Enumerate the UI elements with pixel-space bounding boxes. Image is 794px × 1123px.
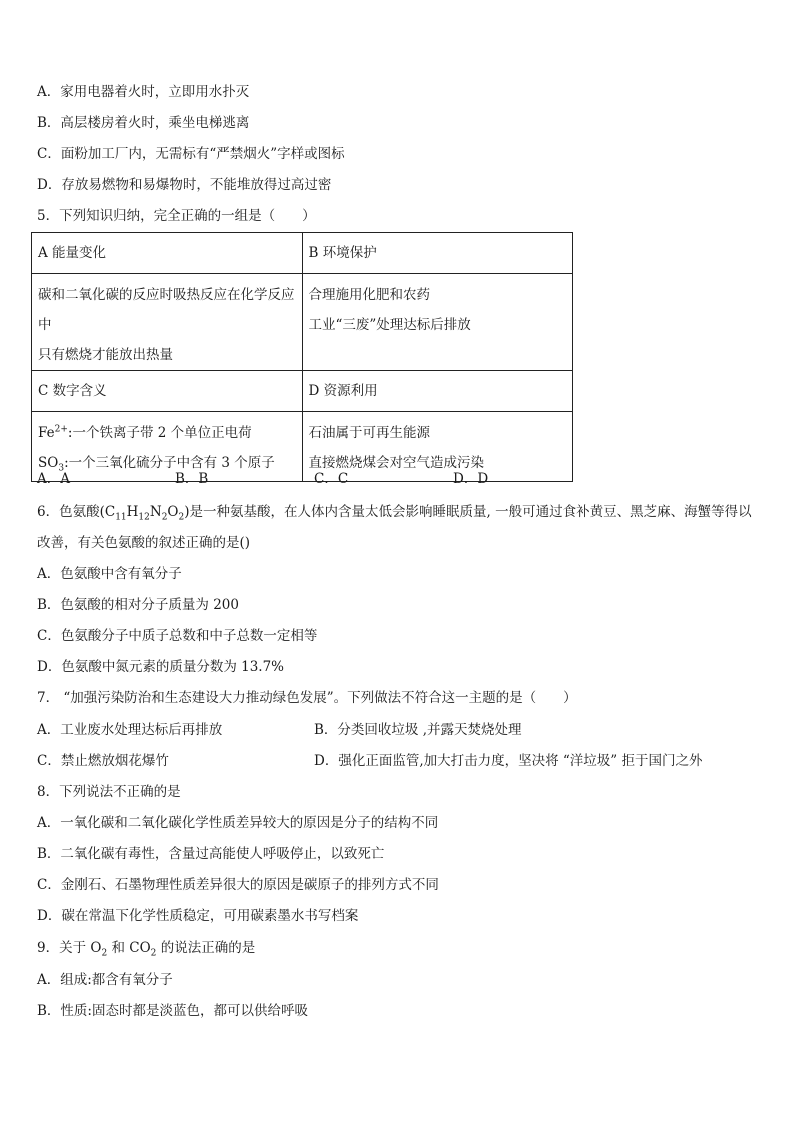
q8-option-d: D．碳在常温下化学性质稳定，可用碳素墨水书写档案	[37, 908, 359, 924]
q6-option-a: A．色氨酸中含有氧分子	[37, 566, 182, 582]
fe-charge: 2+	[54, 424, 68, 435]
q7-option-b: B．分类回收垃圾 ,并露天焚烧处理	[314, 722, 522, 738]
cell-b-body	[302, 274, 573, 371]
q6-sub2: 12	[138, 512, 150, 523]
q6-stem-a: 6．色氨酸(C	[37, 504, 116, 520]
cell-b-line1: 合理施用化肥和农药	[308, 287, 430, 303]
q4-option-b: B．高层楼房着火时，乘坐电梯逃离	[37, 115, 250, 131]
fe-meaning: :一个铁离子带 2 个单位正电荷	[67, 425, 252, 441]
cell-b-line2: 工业“三废”处理达标后排放	[308, 317, 471, 333]
q9-stem	[37, 939, 255, 957]
q7-option-d: D．强化正面监管,加大打击力度，坚决将 “洋垃圾” 拒于国门之外	[314, 753, 703, 769]
q5-option-c: C．C	[314, 471, 349, 487]
cell-a-body	[32, 274, 303, 371]
q8-stem: 8．下列说法不正确的是	[37, 784, 181, 800]
q6-mid2: N	[149, 504, 162, 520]
so3-subscript: 3	[58, 463, 65, 474]
q9-stem-b: 和 CO	[107, 940, 151, 956]
cell-d-line1: 石油属于可再生能源	[308, 425, 430, 441]
q6-option-c: C．色氨酸分子中质子总数和中子总数一定相等	[37, 628, 318, 644]
q4-option-a: A．家用电器着火时，立即用水扑灭	[37, 84, 250, 100]
cell-a-line2: 只有燃烧才能放出热量	[38, 347, 173, 363]
so3-symbol: SO	[38, 455, 59, 471]
cell-c-body	[32, 412, 303, 482]
q5-option-a: A．A	[37, 471, 70, 487]
q9-o2-sub: 2	[101, 948, 108, 959]
q8-option-c: C．金刚石、石墨物理性质差异很大的原因是碳原子的排列方式不同	[37, 877, 439, 893]
q6-stem-b: )是一种氨基酸，在人体内含量太低会影响睡眠质量, 一般可通过食补黄豆、黑芝麻、海蟹等得以	[184, 504, 752, 520]
cell-c-line2	[38, 448, 302, 478]
q6-option-d: D．色氨酸中氮元素的质量分数为 13.7%	[37, 659, 285, 675]
cell-c-line1	[38, 418, 302, 448]
q6-sub4: 2	[178, 512, 185, 523]
q6-mid3: O	[167, 504, 179, 520]
q6-option-b: B．色氨酸的相对分子质量为 200	[37, 597, 239, 613]
q5-stem: 5．下列知识归纳，完全正确的一组是（ ）	[37, 208, 316, 224]
q9-stem-a: 9．关于 O	[37, 940, 102, 956]
q8-option-a: A．一氧化碳和二氧化碳化学性质差异较大的原因是分子的结构不同	[37, 815, 439, 831]
q9-stem-c: 的说法正确的是	[156, 940, 256, 956]
q9-option-a: A．组成:都含有氧分子	[37, 972, 173, 988]
q6-sub1: 11	[115, 512, 127, 523]
cell-d-line2: 直接燃烧煤会对空气造成污染	[308, 455, 484, 471]
cell-b-title: B 环境保护	[302, 233, 573, 274]
cell-c-title: C 数字含义	[32, 371, 303, 412]
cell-a-title: A 能量变化	[32, 233, 303, 274]
so3-meaning: :一个三氧化硫分子中含有 3 个原子	[64, 455, 275, 471]
q9-option-b: B．性质:固态时都是淡蓝色，都可以供给呼吸	[37, 1003, 308, 1019]
q9-co2-sub: 2	[150, 948, 157, 959]
q6-stem-line1	[37, 503, 752, 521]
q4-option-c: C．面粉加工厂内，无需标有“严禁烟火”字样或图标	[37, 146, 345, 162]
q6-mid1: H	[126, 504, 139, 520]
cell-a-line1: 碳和二氧化碳的反应时吸热反应在化学反应中	[38, 287, 295, 333]
q7-stem: 7． “加强污染防治和生态建设大力推动绿色发展”。下列做法不符合这一主题的是（ ）	[37, 690, 577, 706]
q4-option-d: D．存放易燃物和易爆物时，不能堆放得过高过密	[37, 177, 332, 193]
q5-option-b: B．B	[175, 471, 209, 487]
q8-option-b: B．二氧化碳有毒性，含量过高能使人呼吸停止，以致死亡	[37, 846, 385, 862]
q7-option-a: A．工业废水处理达标后再排放	[37, 722, 223, 738]
q6-sub3: 2	[161, 512, 168, 523]
fe-symbol: Fe	[38, 425, 55, 441]
q5-knowledge-table	[31, 232, 573, 482]
q5-option-d: D．D	[453, 471, 489, 487]
q6-stem-line2: 改善，有关色氨酸的叙述正确的是()	[37, 535, 251, 551]
cell-d-title: D 资源利用	[302, 371, 573, 412]
q7-option-c: C．禁止燃放烟花爆竹	[37, 753, 169, 769]
